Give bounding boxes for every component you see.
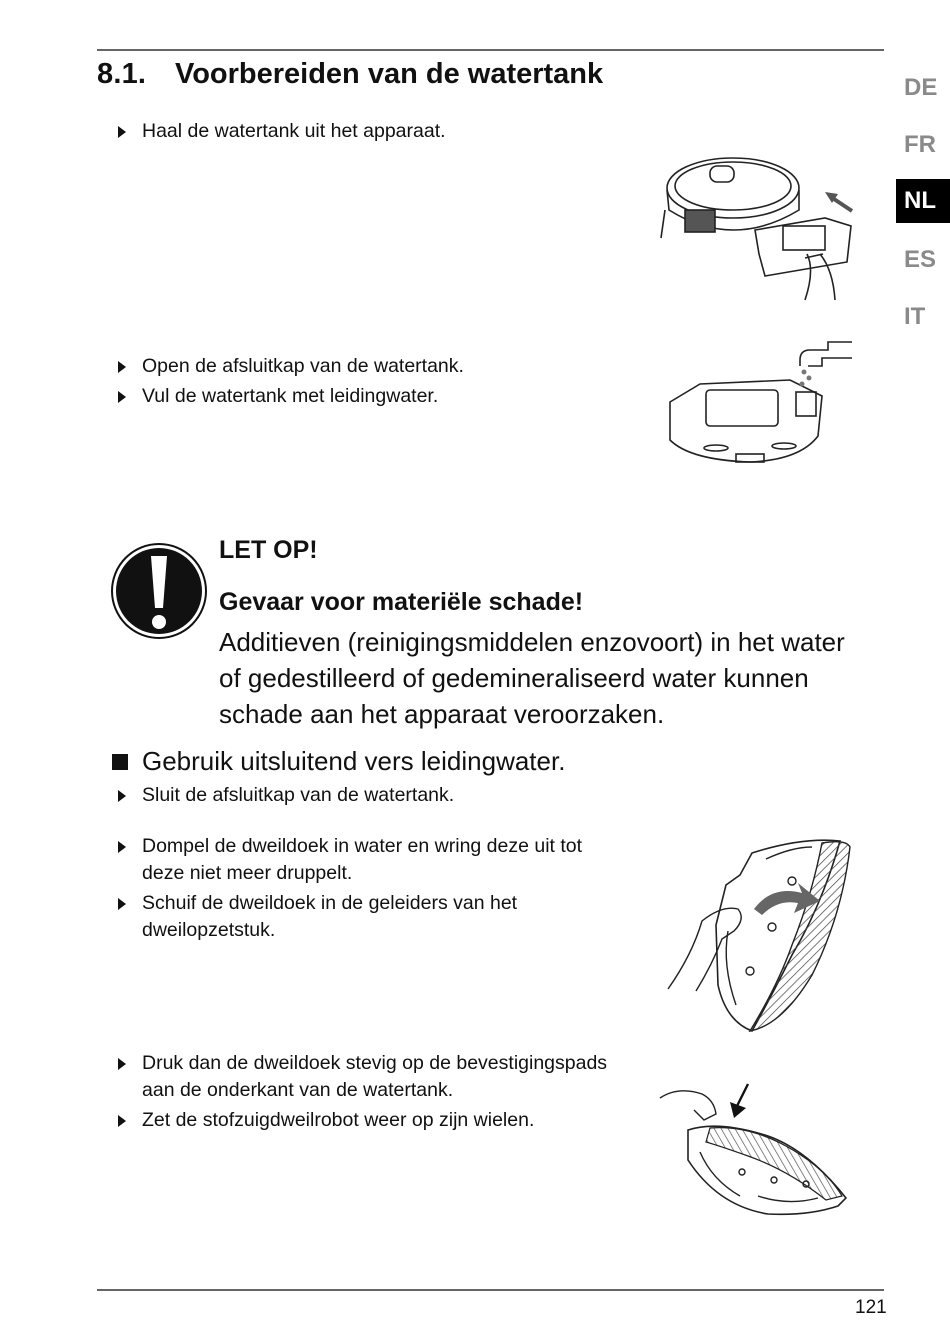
lang-tab-es[interactable]: ES xyxy=(904,246,937,273)
lang-tab-fr[interactable]: FR xyxy=(904,131,936,158)
step-text: Druk dan de dweildoek stevig op de bevestigingspads aan de onderkant van de watertank. xyxy=(142,1052,608,1101)
step-item xyxy=(118,1107,618,1134)
lang-tab-it[interactable]: IT xyxy=(904,303,926,330)
bullet-arrow-icon xyxy=(118,790,126,802)
step-item xyxy=(118,1050,618,1104)
step-item xyxy=(118,782,618,809)
step-text: Schuif de dweildoek in de geleiders van het dweilopzetstuk. xyxy=(142,892,518,941)
exclamation-icon xyxy=(110,542,208,640)
bullet-arrow-icon xyxy=(118,898,126,910)
robot-tank-removal-illustration xyxy=(655,150,860,305)
header-rule xyxy=(97,49,884,51)
bullet-arrow-icon xyxy=(118,1058,126,1070)
step-text: Dompel de dweildoek in water en wring deze uit tot deze niet meer druppelt. xyxy=(142,835,583,884)
tank-filling-illustration xyxy=(660,340,855,480)
lang-tab-nl[interactable]: NL xyxy=(896,179,950,223)
page-number: 121 xyxy=(855,1297,887,1318)
section-number: 8.1. xyxy=(97,58,147,90)
step-item xyxy=(118,383,618,410)
step-item xyxy=(118,833,618,887)
warning-title: LET OP! xyxy=(219,536,318,564)
square-bullet-icon xyxy=(112,754,128,770)
step-item xyxy=(118,118,618,145)
mop-insert-illustration xyxy=(662,835,852,1035)
warning-body: Additieven (reinigingsmiddelen enzovoort) in het water of gedestilleerd of gedemineraliseerd water kunnen schade aan het apparaat veroorzaken. xyxy=(219,627,845,729)
bullet-arrow-icon xyxy=(118,126,126,138)
warning-subtitle: Gevaar voor materiële schade! xyxy=(219,588,584,616)
footer-rule xyxy=(97,1289,884,1291)
step-item xyxy=(118,353,618,380)
step-text: Sluit de afsluitkap van de watertank. xyxy=(142,784,455,806)
bullet-arrow-icon xyxy=(118,391,126,403)
bullet-arrow-icon xyxy=(118,361,126,373)
square-item-text: Gebruik uitsluitend vers leidingwater. xyxy=(142,746,566,776)
step-text: Zet de stofzuigdweilrobot weer op zijn wielen. xyxy=(142,1109,535,1131)
square-list-item xyxy=(112,746,565,777)
step-text: Open de afsluitkap van de watertank. xyxy=(142,355,464,377)
mop-press-illustration xyxy=(658,1080,850,1220)
bullet-arrow-icon xyxy=(118,841,126,853)
step-text: Vul de watertank met leidingwater. xyxy=(142,385,439,407)
step-text: Haal de watertank uit het apparaat. xyxy=(142,120,446,142)
section-title: Voorbereiden van de watertank xyxy=(175,58,604,90)
lang-tab-de[interactable]: DE xyxy=(904,74,938,101)
bullet-arrow-icon xyxy=(118,1115,126,1127)
step-item xyxy=(118,890,618,944)
